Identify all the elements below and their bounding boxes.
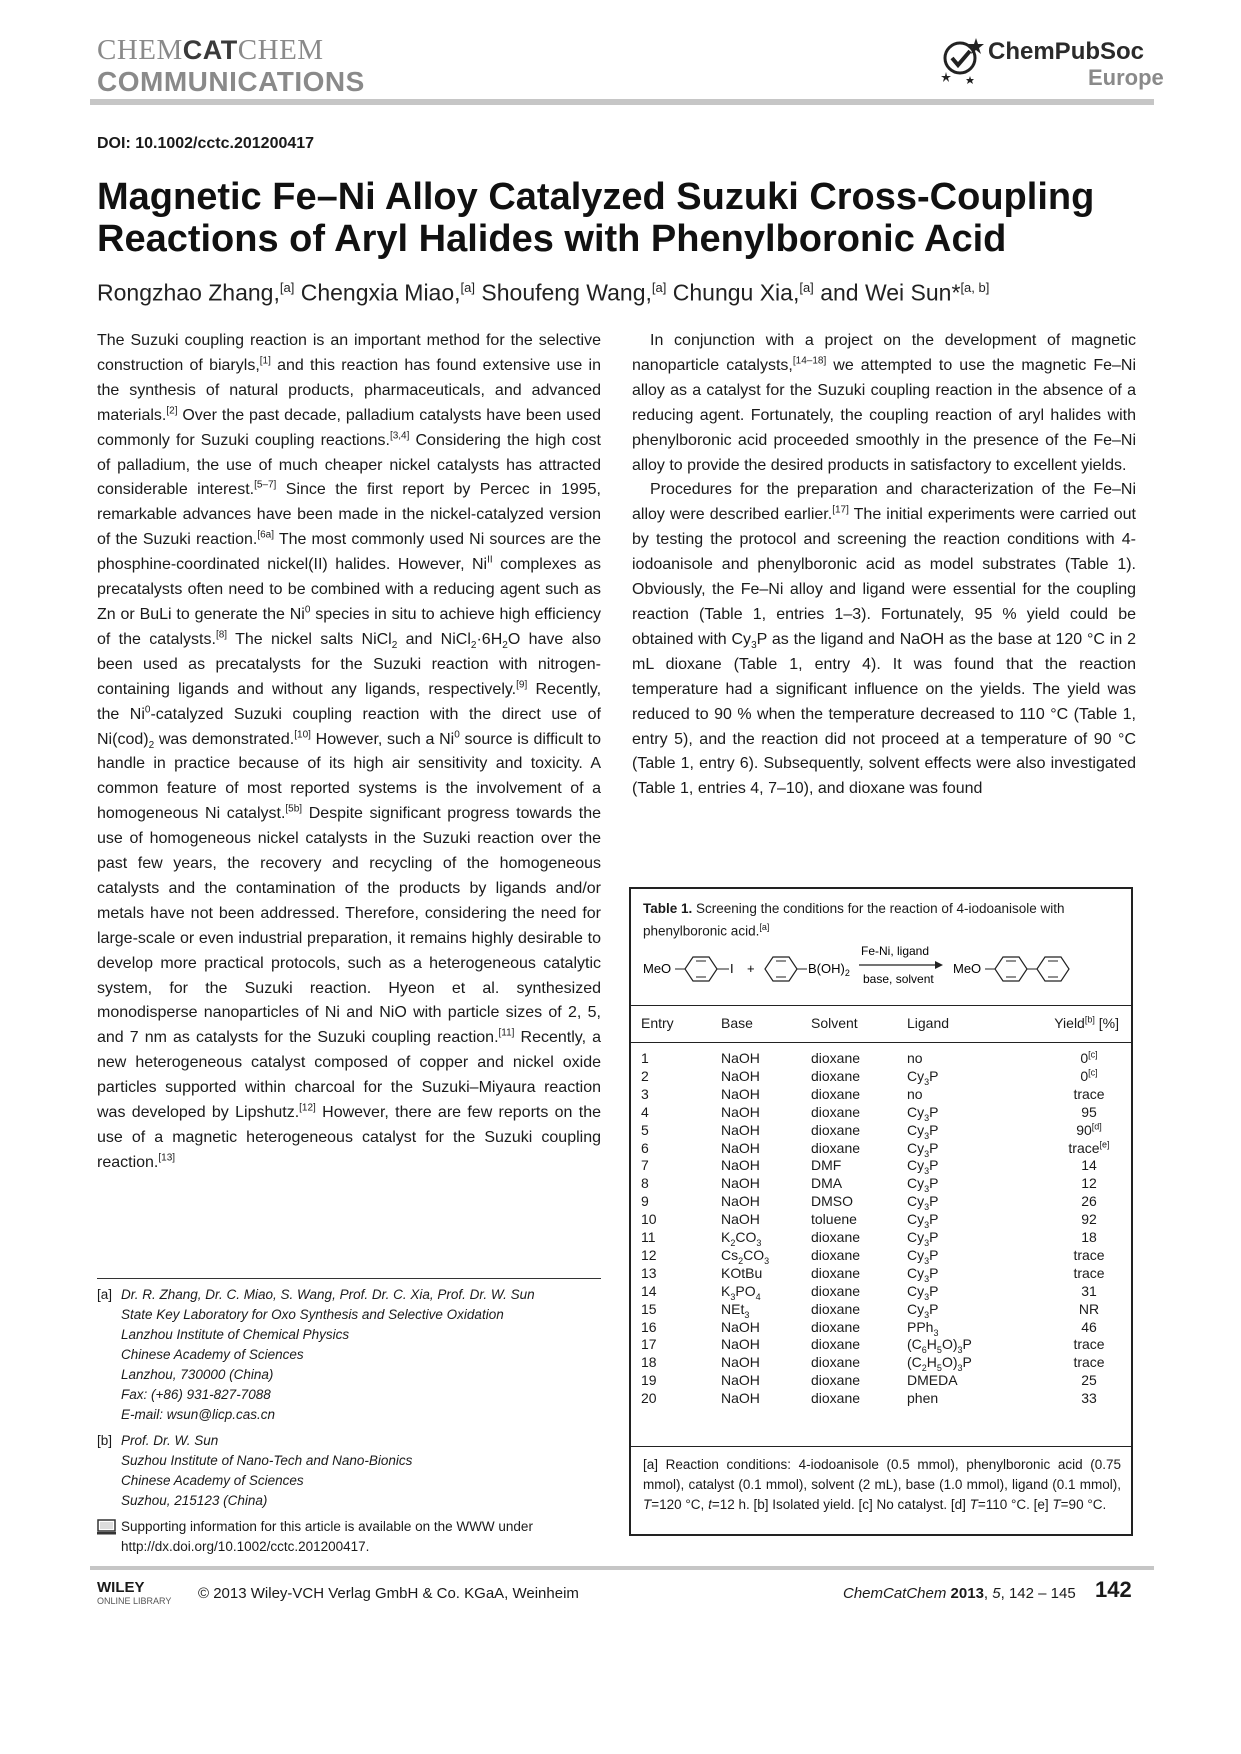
table-cell: trace — [1073, 1336, 1105, 1353]
scheme-meo-right: MeO — [953, 961, 982, 976]
table-cell: 31 — [1081, 1282, 1097, 1299]
table-cell: 7 — [641, 1157, 649, 1174]
table-cell: $(C_2H_5O)_3P$ — [907, 1354, 972, 1374]
table-cell: dioxane — [811, 1229, 861, 1245]
table-header-cell: Ligand — [907, 1015, 950, 1031]
table-cell: NaOH — [721, 1103, 760, 1120]
table-cell: 26 — [1081, 1193, 1097, 1210]
table-cell: 1 — [641, 1050, 649, 1066]
article-title: Magnetic Fe–Ni Alloy Catalyzed Suzuki Cross-Coupling Reactions of Aryl Halides with Phenylboronic Acid — [97, 176, 1095, 260]
table-cell: $(C_6H_5O)_3P$ — [907, 1336, 972, 1356]
table-cell: NaOH — [721, 1390, 760, 1407]
table-cell: 4 — [641, 1103, 649, 1120]
affiliation-line: Prof. Dr. W. Sun — [121, 1433, 219, 1448]
table-cell: $Cy_3P$ — [907, 1139, 939, 1159]
table-cell: 33 — [1081, 1390, 1097, 1407]
affiliation-line: Chinese Academy of Sciences — [121, 1347, 304, 1362]
table-cell: NaOH — [721, 1121, 760, 1138]
publisher-sub: Europe — [1088, 65, 1164, 90]
table-cell: 3 — [641, 1085, 649, 1102]
table-cell: $Cy_3P$ — [907, 1103, 939, 1123]
table-cell: $Cy_3P$ — [907, 1121, 939, 1141]
table-cell: 10 — [641, 1211, 657, 1228]
table-cell: NaOH — [721, 1085, 760, 1102]
table-cell: $Cy_3P$ — [907, 1211, 939, 1230]
table-cell: KOtBu — [721, 1264, 763, 1281]
affiliation-line: Suzhou, 215123 (China) — [121, 1493, 268, 1508]
table-cell: $Cy_3P$ — [907, 1246, 939, 1266]
table-cell: 46 — [1081, 1318, 1097, 1335]
table-cell: 90[d] — [1076, 1120, 1102, 1138]
table-cell: 25 — [1081, 1372, 1097, 1389]
table-footnote: [a] Reaction conditions: 4-iodoanisole (0.5 mmol), phenylboronic acid (0.75 mmol), catalyst (0.1 mmol), solvent (2 mL), base (1.0 mmol), ligand (0.1 mmol), T=120 °C, t=12 h. [b] Isolated yield. [c] No catalyst. [d] T=110 °C. [e] T=90 °C. — [643, 1457, 1121, 1512]
supporting-info — [97, 1517, 601, 1557]
affiliation-line: Suzhou Institute of Nano-Tech and Nano-Bionics — [121, 1453, 413, 1468]
table-cell: dioxane — [811, 1318, 861, 1335]
table-cell: 12 — [1081, 1175, 1097, 1192]
table-cell: NaOH — [721, 1157, 760, 1174]
table-cell: 0[c] — [1080, 1049, 1098, 1066]
affiliation-line: Fax: (+86) 931-827-7088 — [121, 1387, 271, 1402]
table-cell: dioxane — [811, 1085, 861, 1102]
table-cell: 19 — [641, 1372, 657, 1389]
doi: DOI: 10.1002/cctc.201200417 — [97, 135, 315, 152]
table-cell: dioxane — [811, 1103, 861, 1120]
table-cell: dioxane — [811, 1282, 861, 1299]
table-cell: $Cy_3P$ — [907, 1264, 939, 1284]
scheme-meo-left: MeO — [643, 961, 672, 976]
table-cell: 6 — [641, 1139, 649, 1156]
body-column-right — [632, 329, 1136, 802]
table-cell: DMSO — [811, 1193, 853, 1210]
affiliation-line: Dr. R. Zhang, Dr. C. Miao, S. Wang, Prof. Dr. C. Xia, Prof. Dr. W. Sun — [121, 1287, 535, 1302]
table-cell: trace — [1073, 1246, 1105, 1263]
scheme-boronic-main: B(OH) — [808, 961, 845, 976]
affiliation-line: Lanzhou, 730000 (China) — [121, 1367, 274, 1382]
table-cell: 95 — [1081, 1103, 1097, 1120]
body-column-left — [97, 329, 601, 1176]
copyright: © 2013 Wiley-VCH Verlag GmbH & Co. KGaA, Weinheim — [198, 1585, 579, 1602]
scheme-arrowhead — [935, 961, 943, 969]
table-cell: 92 — [1081, 1211, 1097, 1228]
publisher-star-icon — [940, 36, 984, 84]
affiliation-b — [97, 1431, 601, 1511]
table-cell: dioxane — [811, 1300, 861, 1317]
table-cell: 15 — [641, 1300, 657, 1317]
page-number: 142 — [1095, 1577, 1132, 1602]
affiliations — [97, 1285, 601, 1557]
computer-icon — [97, 1519, 116, 1535]
scheme-reagent-top: Fe-Ni, ligand — [861, 944, 930, 958]
supporting-info-text: Supporting information for this article is available on the WWW under — [121, 1519, 533, 1534]
affiliation-line: State Key Laboratory for Oxo Synthesis and Selective Oxidation — [121, 1307, 504, 1322]
table-cell: 16 — [641, 1318, 657, 1335]
table-cell: 13 — [641, 1264, 657, 1281]
table-cell: dioxane — [811, 1336, 861, 1353]
affiliation-tag: [a] — [97, 1287, 113, 1302]
wiley-online-library: ONLINE LIBRARY — [97, 1596, 172, 1606]
reaction-scheme — [639, 941, 1119, 997]
table-cell: dioxane — [811, 1246, 861, 1263]
affiliation-tag: [b] — [97, 1433, 113, 1448]
table-cell: NaOH — [721, 1139, 760, 1156]
table-cell: $Cy_3P$ — [907, 1193, 939, 1212]
table-cell: dioxane — [811, 1121, 861, 1138]
table-cell: dioxane — [811, 1354, 861, 1371]
table-cell: NaOH — [721, 1354, 760, 1371]
scheme-boronic — [808, 961, 850, 978]
scheme-boronic-sub: 2 — [844, 968, 850, 978]
table-cell: 20 — [641, 1390, 657, 1407]
table-header-cell: Yield[b] [%] — [1054, 1014, 1119, 1031]
table-cell: 9 — [641, 1193, 649, 1210]
table-caption: Table 1. Screening the conditions for the reaction of 4-iodoanisole with phenylboronic acid.[a] — [643, 901, 1065, 939]
body-paragraph: Procedures for the preparation and characterization of the Fe–Ni alloy were described earlier.[17] The initial experiments were carried out by testing the protocol and screening the reaction conditions with 4-iodoanisole and phenylboronic acid as model substrates (Table 1). Obviously, the Fe–Ni alloy and ligand were essential for the coupling reaction (Table 1, entries 1–3). Fortunately, 95 % yield could be obtained with $Cy_3P$ as the ligand and NaOH as the base at 120 °C in 2 mL dioxane (Table 1, entry 4). It was found that the reaction temperature had a significant influence on the yields. The yield was reduced to 90 % when the temperature decreased to 110 °C (Table 1, entry 5), and the reaction did not proceed at a temperature of 90 °C (Table 1, entry 6). Subsequently, solvent effects were also investigated (Table 1, entries 4, 7–10), and dioxane was found — [632, 481, 1136, 798]
table-cell: trace — [1073, 1085, 1105, 1102]
table-cell: NR — [1078, 1300, 1100, 1317]
table-cell: dioxane — [811, 1264, 861, 1281]
table-cell: $Cy_3P$ — [907, 1175, 939, 1195]
scheme-plus: + — [747, 961, 755, 976]
table-cell: 14 — [1081, 1157, 1097, 1174]
table-cell: $Cy_3P$ — [907, 1157, 939, 1177]
table-cell: NaOH — [721, 1318, 760, 1335]
table-cell: 2 — [641, 1067, 649, 1084]
table-cell: 17 — [641, 1336, 657, 1353]
table-cell: NaOH — [721, 1372, 760, 1389]
table-cell: DMA — [811, 1175, 843, 1192]
table-cell: 8 — [641, 1175, 649, 1192]
table-cell: toluene — [811, 1211, 857, 1228]
footnote-rule — [97, 1278, 601, 1279]
body-paragraph: The Suzuki coupling reaction is an important method for the selective construction of biaryls,[1] and this reaction has found extensive use in the synthesis of natural products, pharmaceuticals, and advanced materials.[2] Over the past decade, palladium catalysts have been used commonly for Suzuki coupling reactions.[3,4] Considering the high cost of palladium, the use of much cheaper nickel catalysts has attracted considerable interest.[5–7] Since the first report by Percec in 1995, remarkable advances have been made in the nickel-catalyzed version of the Suzuki reaction.[6a] The most commonly used Ni sources are the phosphine-coordinated nickel(II) halides. However, $Ni^{II}$ complexes as precatalysts often need to be combined with a reducing agent such as Zn or BuLi to generate the Ni$^0$ species in situ to achieve high efficiency of the catalysts.[8] The nickel salts NiCl$_2$ and $NiCl_2\cdot 6H_2O$ have also been used as precatalysts for the Suzuki reaction with nitrogen-containing ligands and without any ligands, respectively.[9] Recently, the Ni$^0$-catalyzed Suzuki coupling reaction with the direct use of $Ni(cod)_2$ was demonstrated.[10] However, such a Ni$^0$ source is difficult to handle in practice because of its high air sensitivity and toxicity. A common feature of most reported systems is the involvement of a homogeneous Ni catalyst.[5b] Despite significant progress towards the use of homogeneous nickel catalysts in the Suzuki reaction over the past few years, the recovery and recycling of the homogeneous catalysts and the contamination of the products by ligands and/or metals have not been addressed. Therefore, considering the need for large-scale or even industrial preparation, it remains highly desirable to develop more practical protocols, such as a heterogeneous catalytic system, for the Suzuki reaction. Hyeon et al. synthesized monodisperse nanoparticles of Ni and NiO with particle sizes of 2, 5, and 7 nm as catalysts for the Suzuki coupling reaction.[11] Recently, a new heterogeneous catalyst composed of copper and nickel oxide particles supported within charcoal for the Suzuki–Miyaura reaction was developed by Lipshutz.[12] However, there are few reports on the use of a magnetic heterogeneous catalyst for the Suzuki coupling reaction.[13] — [97, 332, 602, 1171]
table-cell: dioxane — [811, 1372, 861, 1389]
table-cell: 0[c] — [1080, 1067, 1098, 1084]
table-cell: PPh$_3$ — [907, 1318, 939, 1338]
table-header — [631, 1005, 1131, 1043]
body-paragraph: In conjunction with a project on the development of magnetic nanoparticle catalysts,[14–18] we attempted to use the magnetic Fe–Ni alloy as a catalyst for the Suzuki coupling reaction in the absence of a reducing agent. Fortunately, the coupling reaction of aryl halides with phenylboronic acid proceeded smoothly in the presence of the Fe–Ni alloy to provide the desired products in satisfactory to excellent yields. — [632, 332, 1136, 474]
table-cell: DMEDA — [907, 1372, 958, 1389]
footer-rule — [90, 1566, 1154, 1570]
table-cell: trace — [1073, 1264, 1105, 1281]
table-footnote-rule — [631, 1446, 1131, 1447]
supporting-info-link[interactable]: http://dx.doi.org/10.1002/cctc.201200417. — [121, 1539, 370, 1554]
table-cell: dioxane — [811, 1390, 861, 1407]
table-cell: 14 — [641, 1282, 657, 1299]
table-cell: NEt$_3$ — [721, 1300, 750, 1320]
journal-name-bold: CAT — [182, 35, 238, 65]
table-cell: $K_3PO_4$ — [721, 1282, 761, 1302]
table-cell: $Cy_3P$ — [907, 1282, 939, 1302]
scheme-reagent-bottom: base, solvent — [863, 972, 934, 986]
table-cell: trace[e] — [1068, 1138, 1110, 1156]
scheme-iodo: I — [730, 961, 734, 976]
table-cell: phen — [907, 1390, 939, 1407]
table-cell: NaOH — [721, 1175, 760, 1192]
table-cell: no — [907, 1085, 923, 1102]
table-cell: DMF — [811, 1157, 842, 1174]
table-cell: NaOH — [721, 1193, 760, 1210]
citation: ChemCatChem 2013, 5, 142 – 145 — [843, 1585, 1076, 1602]
table-cell: 5 — [641, 1121, 649, 1138]
header-rule — [90, 99, 1154, 105]
author-list: Rongzhao Zhang,[a] Chengxia Miao,[a] Shoufeng Wang,[a] Chungu Xia,[a] and Wei Sun*[a, b] — [97, 279, 990, 306]
publisher-name: ChemPubSoc — [988, 38, 1145, 65]
table-cell: NaOH — [721, 1211, 760, 1228]
table-cell: $Cy_3P$ — [907, 1300, 939, 1320]
table-cell: $Cy_3P$ — [907, 1229, 939, 1248]
table-cell: 11 — [641, 1229, 656, 1245]
table-cell: 12 — [641, 1246, 657, 1263]
table-cell: NaOH — [721, 1067, 760, 1084]
publisher-logo — [940, 36, 1164, 92]
wiley-logo — [97, 1580, 187, 1610]
table-cell: 18 — [1081, 1229, 1097, 1245]
wiley-wordmark: WILEY — [97, 1579, 145, 1596]
table-cell: $K_2CO_3$ — [721, 1229, 762, 1248]
journal-name-pre: CHEM — [97, 34, 183, 66]
table-cell: dioxane — [811, 1050, 861, 1066]
table-header-cell: Solvent — [811, 1015, 858, 1031]
table-header-cell: Entry — [641, 1015, 674, 1031]
section-label: COMMUNICATIONS — [97, 66, 365, 97]
table-cell: trace — [1073, 1354, 1105, 1371]
affiliation-email[interactable]: E-mail: wsun@licp.cas.cn — [121, 1407, 275, 1422]
journal-name — [97, 36, 324, 65]
table-cell: NaOH — [721, 1050, 760, 1066]
table-cell: dioxane — [811, 1067, 861, 1084]
table-cell: 18 — [641, 1354, 657, 1371]
affiliation-line: Chinese Academy of Sciences — [121, 1473, 304, 1488]
table-cell: no — [907, 1050, 923, 1066]
table-cell: NaOH — [721, 1336, 760, 1353]
journal-name-post: CHEM — [237, 34, 324, 66]
affiliation-a — [97, 1285, 601, 1425]
table-1 — [629, 887, 1133, 1536]
affiliation-line: Lanzhou Institute of Chemical Physics — [121, 1327, 350, 1342]
table-cell: dioxane — [811, 1139, 861, 1156]
table-header-cell: Base — [721, 1015, 753, 1031]
table-cell: $Cy_3P$ — [907, 1067, 939, 1087]
table-cell: $Cs_2CO_3$ — [721, 1246, 770, 1266]
